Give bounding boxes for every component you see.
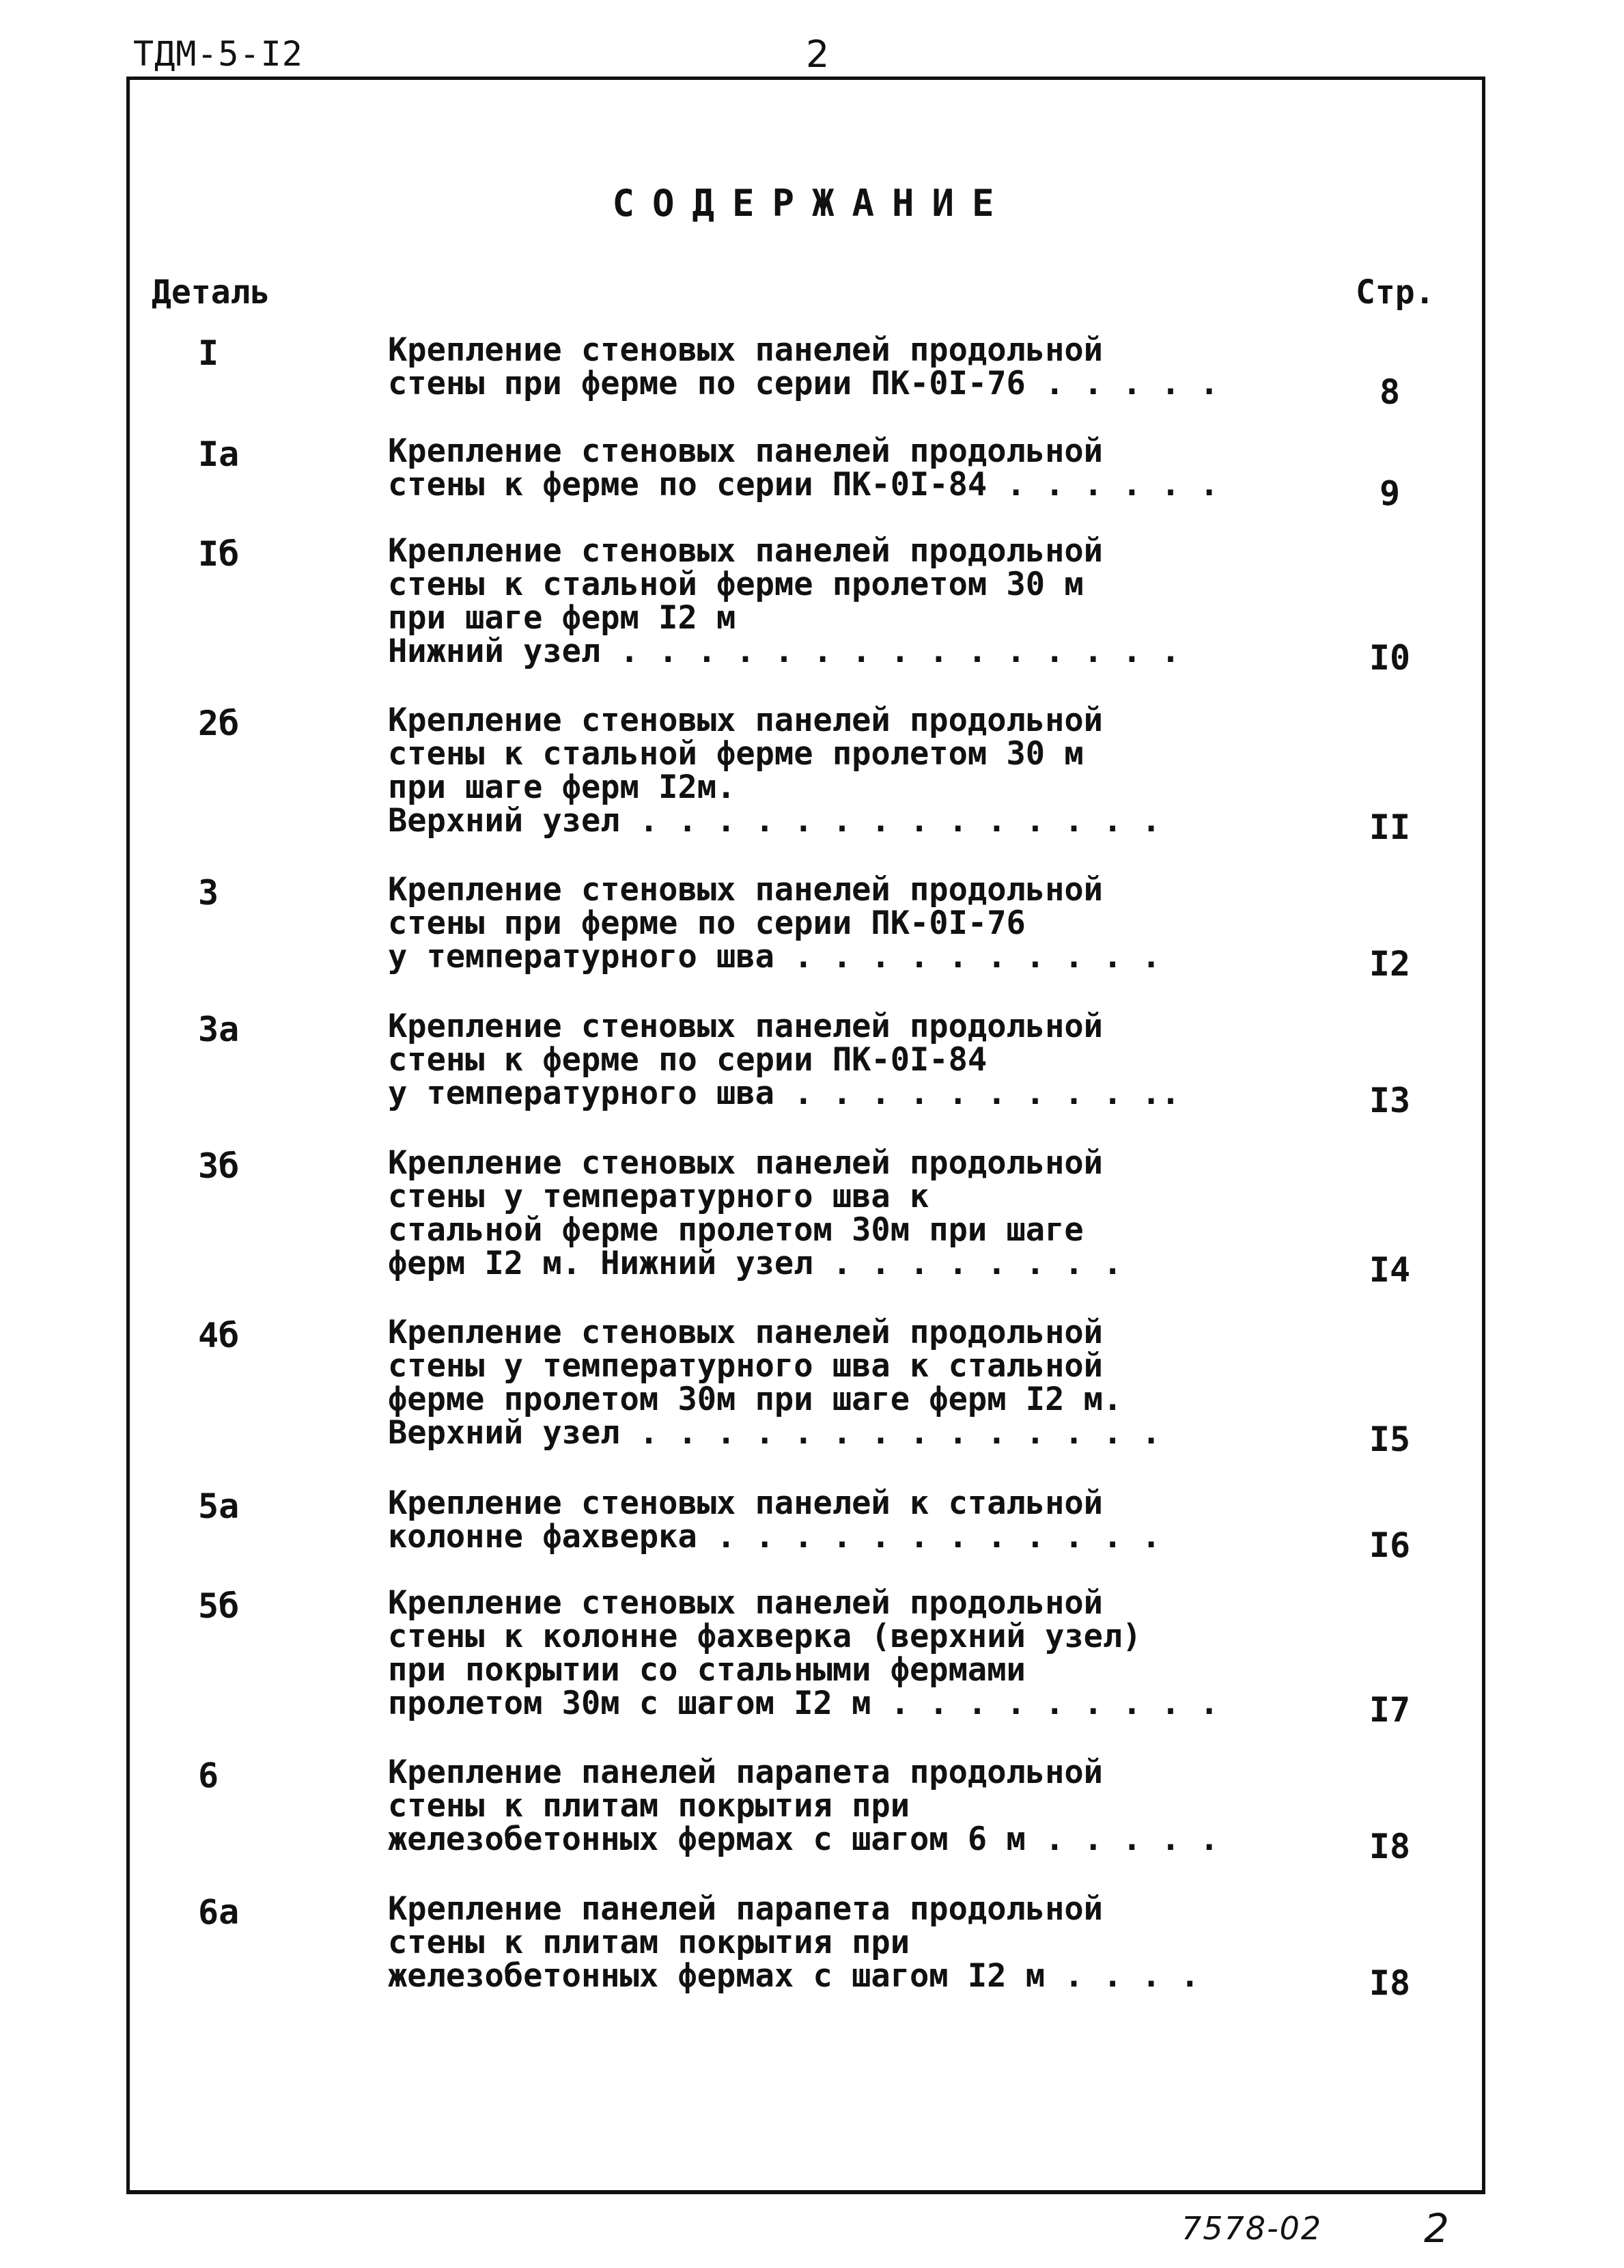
detail-description: Крепление стеновых панелей продольной стены к стальной ферме пролетом 30 м при шаге ферм I2 м Нижний узел . . . . . . . . . . . . . . . xyxy=(388,532,1181,670)
footer-archive-code: 7578-02 xyxy=(1181,2210,1323,2247)
page-reference: I8 xyxy=(1369,1963,1411,2003)
detail-number: 3 xyxy=(198,873,219,913)
detail-number: 6 xyxy=(198,1756,219,1795)
document-code: ТДМ-5-I2 xyxy=(133,34,303,74)
page-reference: I0 xyxy=(1369,638,1411,678)
detail-description: Крепление стеновых панелей продольной стены у температурного шва к стальной ферме пролетом 30м при шаге ферм I2 м. Верхний узел . . . . . . . . . . . . . . xyxy=(388,1314,1161,1452)
detail-description: Крепление стеновых панелей продольной стены при ферме по серии ПК-0I-76 у температурного шва . . . . . . . . . . xyxy=(388,871,1161,976)
page-reference: 9 xyxy=(1379,473,1401,513)
detail-description: Крепление стеновых панелей продольной стены к ферме по серии ПК-0I-84 . . . . . . xyxy=(388,432,1219,503)
detail-number: I xyxy=(198,333,219,373)
detail-number: 5б xyxy=(198,1586,240,1626)
detail-number: Iа xyxy=(198,434,240,474)
footer-page-number: 2 xyxy=(1424,2205,1449,2252)
detail-number: Iб xyxy=(198,534,240,574)
detail-number: 3б xyxy=(198,1146,240,1186)
column-header-page: Стр. xyxy=(1356,273,1435,312)
detail-number: 2б xyxy=(198,704,240,743)
detail-description: Крепление стеновых панелей продольной стены к колонне фахверка (верхний узел) при покрытии со стальными фермами пролетом 30м с шагом I2 м . . . . . . . . . xyxy=(388,1584,1219,1722)
page-number-top: 2 xyxy=(806,33,830,76)
page-reference: I7 xyxy=(1369,1690,1411,1730)
detail-description: Крепление панелей парапета продольной стены к плитам покрытия при железобетонных фермах с шагом I2 м . . . . xyxy=(388,1890,1200,1995)
detail-number: 6а xyxy=(198,1892,240,1932)
detail-number: 5а xyxy=(198,1486,240,1526)
detail-description: Крепление стеновых панелей продольной стены к стальной ферме пролетом 30 м при шаге ферм I2м. Верхний узел . . . . . . . . . . . . . . xyxy=(388,702,1161,840)
page-reference: I4 xyxy=(1369,1250,1411,1290)
page-title: СОДЕРЖАНИЕ xyxy=(612,182,1012,225)
page-reference: I5 xyxy=(1369,1420,1411,1459)
page-reference: 8 xyxy=(1379,372,1401,412)
detail-description: Крепление стеновых панелей продольной стены к ферме по серии ПК-0I-84 у температурного шва . . . . . . . . . .. xyxy=(388,1008,1181,1112)
detail-description: Крепление панелей парапета продольной стены к плитам покрытия при железобетонных фермах с шагом 6 м . . . . . xyxy=(388,1754,1219,1858)
page-reference: I2 xyxy=(1369,944,1411,984)
detail-description: Крепление стеновых панелей продольной стены у температурного шва к стальной ферме пролетом 30м при шаге ферм I2 м. Нижний узел . . . . . . . . xyxy=(388,1144,1123,1282)
page-reference: II xyxy=(1369,807,1411,847)
detail-number: 3а xyxy=(198,1010,240,1049)
page-reference: I3 xyxy=(1369,1081,1411,1120)
detail-description: Крепление стеновых панелей к стальной колонне фахверка . . . . . . . . . . . . xyxy=(388,1484,1161,1555)
page-reference: I6 xyxy=(1369,1525,1411,1565)
column-header-detail: Деталь xyxy=(152,273,270,312)
detail-number: 4б xyxy=(198,1316,240,1355)
detail-description: Крепление стеновых панелей продольной стены при ферме по серии ПК-0I-76 . . . . . xyxy=(388,331,1219,402)
page-reference: I8 xyxy=(1369,1827,1411,1866)
